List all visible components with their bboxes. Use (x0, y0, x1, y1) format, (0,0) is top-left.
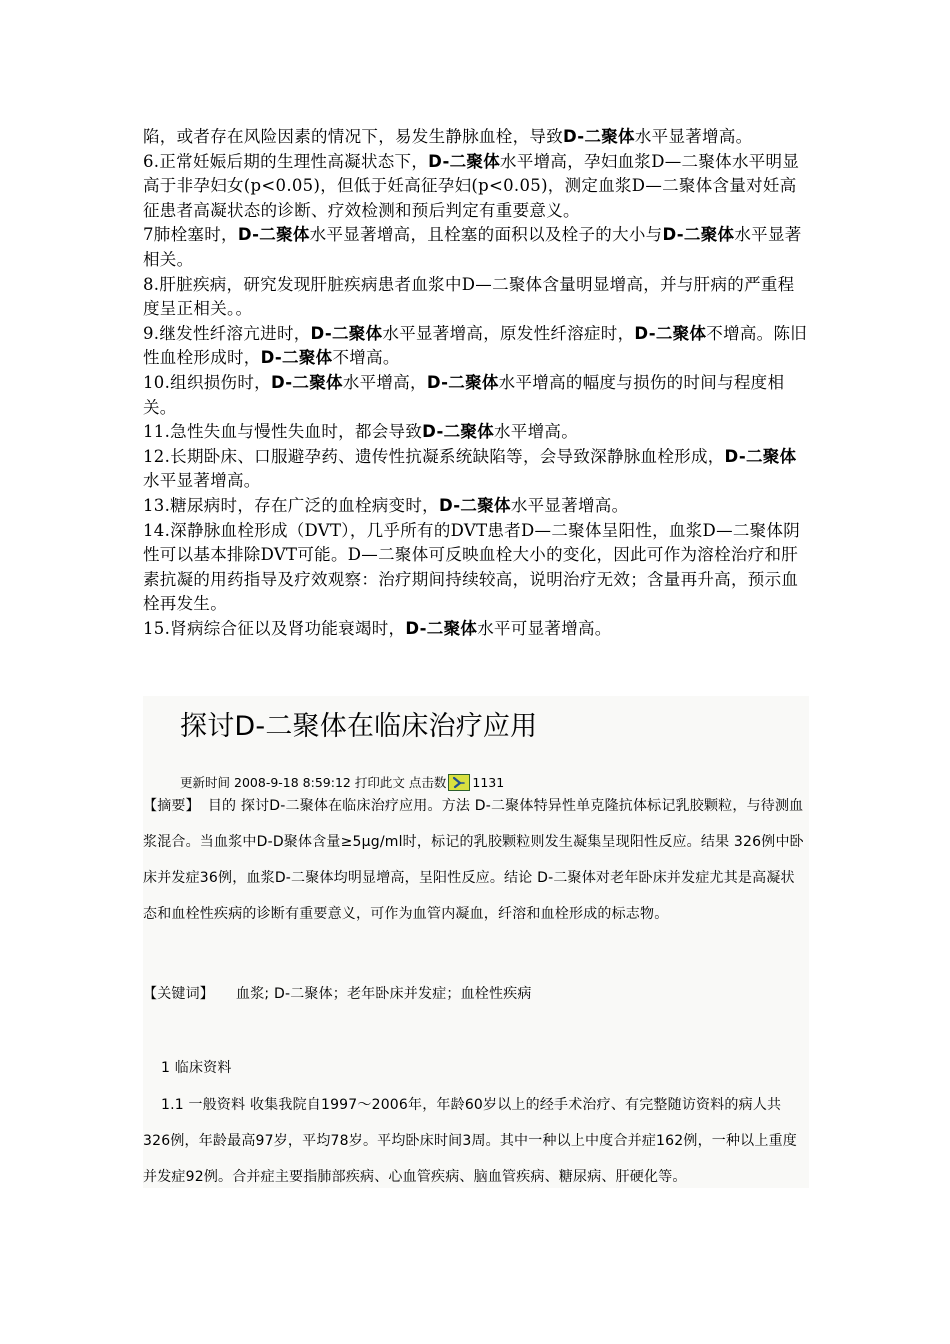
list-item (143, 445, 808, 494)
list-text: 水平可显著增高。 (477, 618, 612, 638)
highlight-term: D-二聚体 (563, 127, 635, 146)
list-text: 8.肝脏疾病，研究发现肝脏疾病患者血浆中D—二聚体含量明显增高，并与肝病的严重程度呈正相关。。 (143, 274, 795, 319)
section-heading: 1 临床资料 (161, 1060, 232, 1076)
highlight-term: D-二聚体 (422, 422, 494, 442)
list-text: 不增高。 (332, 348, 400, 368)
highlight-term: D-二聚体 (260, 348, 333, 368)
print-link[interactable]: 打印此文 (354, 775, 405, 790)
list-text: 12.长期卧床、口服避孕药、遗传性抗凝系统缺陷等，会导致深静脉血栓形成， (143, 446, 725, 466)
list-item (143, 371, 808, 420)
list-text: 10.组织损伤时， (143, 372, 271, 392)
list-text: 9.继发性纤溶亢进时， (143, 323, 311, 343)
highlight-term: D-二聚体 (634, 323, 707, 343)
indication-list (143, 125, 808, 641)
list-item (143, 273, 808, 322)
article-title: 探讨D-二聚体在临床治疗应用 (180, 711, 538, 742)
list-text: 水平显著相关。 (143, 225, 802, 269)
list-text: 11.急性失血与慢性失血时，都会导致 (143, 422, 423, 442)
abstract-text: 目的 探讨D-二聚体在临床治疗应用。方法 D-二聚体特异性单克隆抗体标记乳胶颗粒，与待测血浆混合。当血浆中D-D聚体含量≥5μg/ml时，标记的乳胶颗粒则发生凝集呈现阳性反应。结果 326例中卧床并发症36例，血浆D-二聚体均明显增高，呈阳性反应。结论 D-二聚体对老年卧床并发症尤其是高凝状态和血栓性疾病的诊断有重要意义，可作为血管内凝血，纤溶和血栓形成的标志物。 (143, 798, 804, 922)
list-item (143, 322, 808, 371)
list-item (143, 420, 808, 445)
list-text: 水平显著增高。 (143, 471, 261, 491)
list-text: 7肺栓塞时， (143, 225, 238, 245)
general-data-paragraph (143, 1087, 807, 1195)
list-text: 水平增高。 (494, 422, 578, 442)
abstract-paragraph (143, 788, 807, 932)
highlight-term: D-二聚体 (405, 618, 478, 638)
list-text: 水平显著增高。 (634, 127, 753, 146)
highlight-term: D-二聚体 (724, 446, 797, 466)
list-text: 水平显著增高。 (510, 495, 629, 515)
keywords-paragraph (143, 976, 807, 1012)
general-data-text: 1.1 一般资料 收集我院自1997～2006年，年龄60岁以上的经手术治疗、有完整随访资料的病人共326例，年龄最高97岁，平均78岁。平均卧床时间3周。其中一种以上中度合并症162例，一种以上重度并发症92例。合并症主要指肺部疾病、心血管疾病、脑血管疾病、糖尿病、肝硬化等。 (143, 1097, 797, 1185)
list-item (143, 125, 808, 150)
article-section (143, 696, 809, 1188)
list-item (143, 617, 808, 642)
highlight-term: D-二聚体 (237, 225, 310, 245)
highlight-term: D-二聚体 (438, 495, 511, 515)
list-item (143, 494, 808, 519)
list-text: 14.深静脉血栓形成（DVT），几乎所有的DVT患者D—二聚体呈阳性，血浆D—二聚体阴性可以基本排除DVT可能。D—二聚体可反映血栓大小的变化，因此可作为溶栓治疗和肝素抗凝的用药指导及疗效观察：治疗期间持续较高，说明治疗无效；含量再升高，预示血栓再发生。 (143, 520, 801, 614)
highlight-term: D-二聚体 (426, 372, 499, 392)
keywords-text: 血浆; D-二聚体；老年卧床并发症；血栓性疾病 (236, 986, 532, 1002)
list-item (143, 150, 808, 224)
list-text: 水平增高，孕妇血浆D—二聚体水平明显高于非孕妇女(p<0.05)，但低于妊高征孕妇(p<0.05)，测定血浆D—二聚体含量对妊高征患者高凝状态的诊断、疗效检测和预后判定有重要意义。 (143, 151, 800, 220)
list-text: 水平增高， (342, 372, 427, 392)
list-text: 水平显著增高，原发性纤溶症时， (382, 323, 635, 343)
highlight-term: D-二聚体 (310, 323, 383, 343)
list-text: 水平显著增高，且栓塞的面积以及栓子的大小与 (309, 225, 663, 245)
updated-label: 更新时间 (180, 775, 231, 790)
list-text: 水平增高的幅度与损伤的时间与程度相关。 (143, 372, 785, 417)
list-text: 6.正常妊娠后期的生理性高凝状态下， (143, 151, 429, 171)
abstract-label: 【摘要】 (143, 798, 200, 814)
list-text: 15.肾病综合征以及肾功能衰竭时， (143, 618, 406, 638)
list-item (143, 223, 808, 272)
updated-value: 2008-9-18 8:59:12 (234, 774, 351, 790)
list-text: 不增高。陈旧性血栓形成时， (143, 323, 808, 368)
clicks-label: 点击数 (408, 775, 447, 790)
highlight-term: D-二聚体 (662, 225, 735, 245)
list-item (143, 519, 808, 617)
list-text: 13.糖尿病时，存在广泛的血栓病变时， (143, 495, 439, 515)
highlight-term: D-二聚体 (428, 151, 501, 171)
highlight-term: D-二聚体 (270, 372, 343, 392)
keywords-label: 【关键词】 (143, 986, 214, 1002)
clicks-value: 1131 (472, 774, 505, 790)
list-text: 陷，或者存在风险因素的情况下，易发生静脉血栓，导致 (143, 127, 563, 146)
